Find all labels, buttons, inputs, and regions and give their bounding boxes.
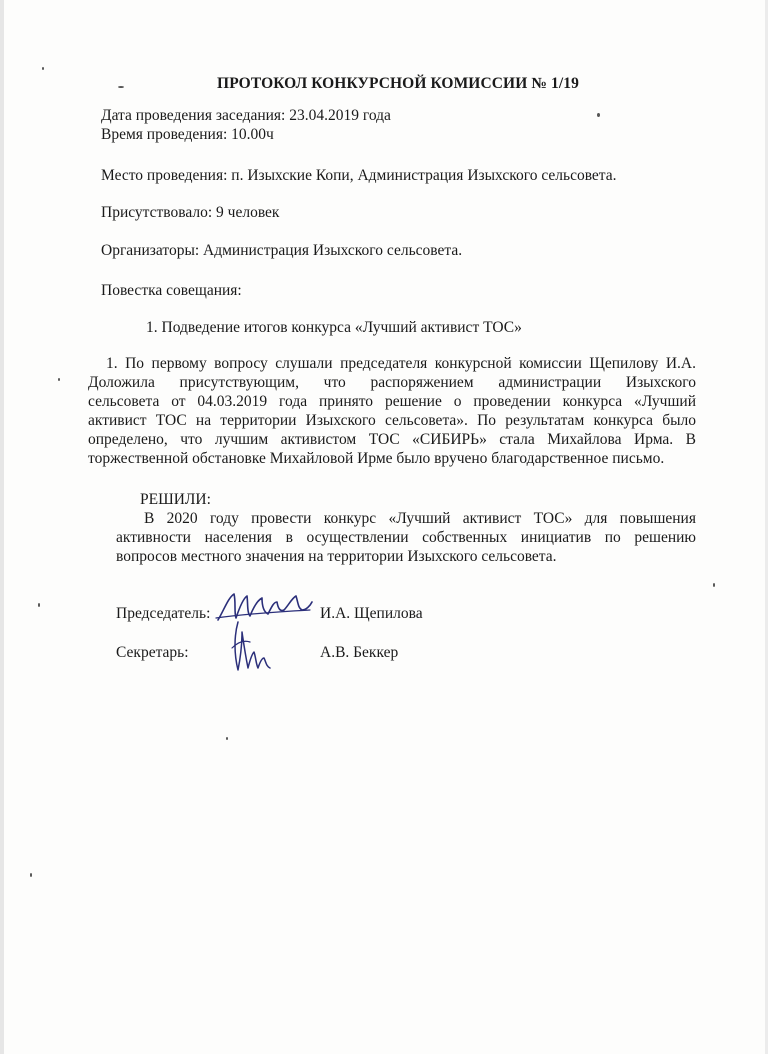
discussion-line: определено, что лучшим активистом ТОС «СИБИРЬ» стала Михайлова Ирма. В xyxy=(88,431,696,448)
discussion-paragraph xyxy=(88,354,696,468)
agenda-heading: Повестка совещания: xyxy=(101,282,242,299)
scan-speck xyxy=(713,583,715,587)
attendance: Присутствовало: 9 человек xyxy=(101,204,280,221)
discussion-line: Доложила присутствующим, что распоряжением администрации Изыхского xyxy=(88,374,696,391)
scan-speck xyxy=(38,603,40,607)
scan-speck xyxy=(30,873,32,877)
secretary-signature xyxy=(228,618,278,678)
discussion-line: торжественной обстановке Михайловой Ирме было вручено благодарственное письмо. xyxy=(88,450,665,467)
decision-line: вопросов местного значения на территории Изыхского сельсовета. xyxy=(116,548,557,565)
organizers: Организаторы: Администрация Изыхского сельсовета. xyxy=(101,242,463,259)
meeting-time: Время проведения: 10.00ч xyxy=(101,126,274,143)
scan-speck xyxy=(58,378,60,381)
meeting-date: Дата проведения заседания: 23.04.2019 года xyxy=(101,107,391,124)
scan-speck xyxy=(226,737,228,740)
secretary-name: А.В. Беккер xyxy=(320,644,399,661)
decision-line: В 2020 году провести конкурс «Лучший активист ТОС» для повышения xyxy=(144,510,696,527)
scan-speck xyxy=(42,67,44,70)
discussion-line: 1. По первому вопросу слушали председателя конкурсной комиссии Щепилову И.А. xyxy=(106,355,696,372)
decision-heading: РЕШИЛИ: xyxy=(140,491,211,508)
scan-speck xyxy=(597,113,600,117)
decision-paragraph xyxy=(116,509,696,566)
discussion-line: активист ТОС на территории Изыхского сельсовета». По результатам конкурса было xyxy=(88,412,696,429)
discussion-line: сельсовета от 04.03.2019 года принято решение о проведении конкурса «Лучший xyxy=(88,393,696,410)
scan-edge-left xyxy=(0,0,4,1054)
meeting-location: Место проведения: п. Изыхские Копи, Администрация Изыхского сельсовета. xyxy=(101,167,617,184)
chair-label: Председатель: xyxy=(116,605,211,622)
decision-line: активности населения в осуществлении собственных инициатив по решению xyxy=(116,529,696,546)
chair-name: И.А. Щепилова xyxy=(320,605,423,622)
secretary-label: Секретарь: xyxy=(116,644,189,661)
agenda-item: 1. Подведение итогов конкурса «Лучший активист ТОС» xyxy=(146,319,522,336)
document-title: ПРОТОКОЛ КОНКУРСНОЙ КОМИССИИ № 1/19 xyxy=(217,75,579,92)
